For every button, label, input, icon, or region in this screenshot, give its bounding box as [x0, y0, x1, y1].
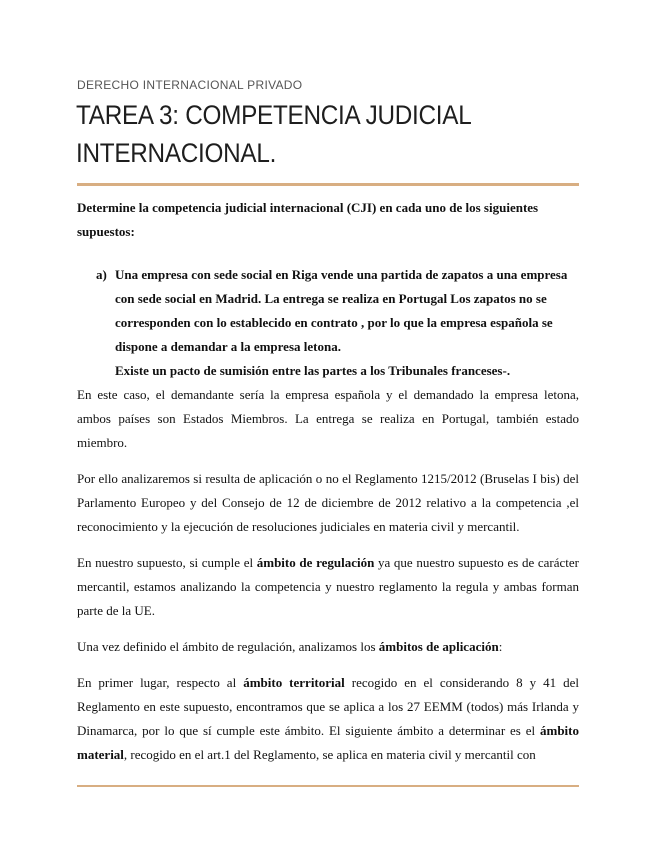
case-line: Existe un pacto de sumisión entre las partes a los Tribunales franceses-. — [115, 363, 511, 378]
intro-line-1: Determine la competencia judicial internacional (CJI) en cada uno de los siguientes — [77, 200, 539, 215]
paragraph-territorial — [77, 671, 579, 767]
emphasis-term: ámbito material — [77, 723, 579, 762]
task-instructions — [77, 196, 579, 244]
emphasis-term: ámbito territorial — [243, 675, 345, 690]
course-label: DERECHO INTERNACIONAL PRIVADO — [77, 78, 303, 92]
paragraph-parties: En este caso, el demandante sería la empresa española y el demandado la empresa letona, ambos países son Estados Miembros. La entrega se realiza en Portugal, también estado miembro. — [77, 387, 579, 450]
emphasis-term: ámbito de regulación — [256, 555, 375, 570]
document-body — [77, 196, 579, 767]
paragraph-regulation: Por ello analizaremos si resulta de aplicación o no el Reglamento 1215/2012 (Bruselas I bis) del Parlamento Europeo y del Consejo de 12 de diciembre de 2012 relativo a la competencia ,el reconocimiento y la ejecución de resoluciones judiciales en materia civil y mercantil. — [77, 471, 579, 534]
text-run: : — [498, 639, 503, 654]
title-line-2: INTERNACIONAL. — [76, 138, 277, 168]
text-run: Una vez definido el ámbito de regulación, analizamos los — [77, 639, 379, 654]
text-run: recogido en el considerando 8 y 41 del Reglamento en este supuesto, encontramos que se aplica a los 27 EEMM (todos) más Irlanda y Dinamarca, por lo que sí cumple este ámbito. El siguiente ámbito a determinar es el — [77, 675, 580, 738]
text-run: En nuestro supuesto, si cumple el — [77, 555, 257, 570]
case-statement — [115, 263, 579, 383]
case-line: con sede social en Madrid. La entrega se realiza en Portugal Los zapatos no se — [115, 291, 547, 306]
text-run: En primer lugar, respecto al — [77, 675, 244, 690]
case-a — [96, 263, 579, 383]
emphasis-term: ámbitos de aplicación — [378, 639, 499, 654]
footer-divider — [77, 785, 579, 787]
case-line: corresponden con lo establecido en contrato , por lo que la empresa española se — [115, 315, 553, 330]
title-line-1: TAREA 3: COMPETENCIA JUDICIAL — [76, 100, 472, 130]
paragraph-application — [77, 635, 579, 659]
page-title — [76, 96, 526, 172]
text-run: , recogido en el art.1 del Reglamento, se aplica en materia civil y mercantil con — [123, 747, 536, 762]
case-line: Una empresa con sede social en Riga vende una partida de zapatos a una empresa — [115, 267, 568, 282]
header-divider — [77, 183, 579, 186]
case-marker: a) — [96, 267, 107, 282]
intro-line-2: supuestos: — [77, 224, 135, 239]
text-run: ya que nuestro supuesto es de carácter mercantil, estamos analizando la competencia y nuestro reglamento la regula y ambas forman parte de la UE. — [77, 555, 580, 618]
case-line: dispone a demandar a la empresa letona. — [115, 339, 341, 354]
paragraph-scope — [77, 551, 579, 623]
